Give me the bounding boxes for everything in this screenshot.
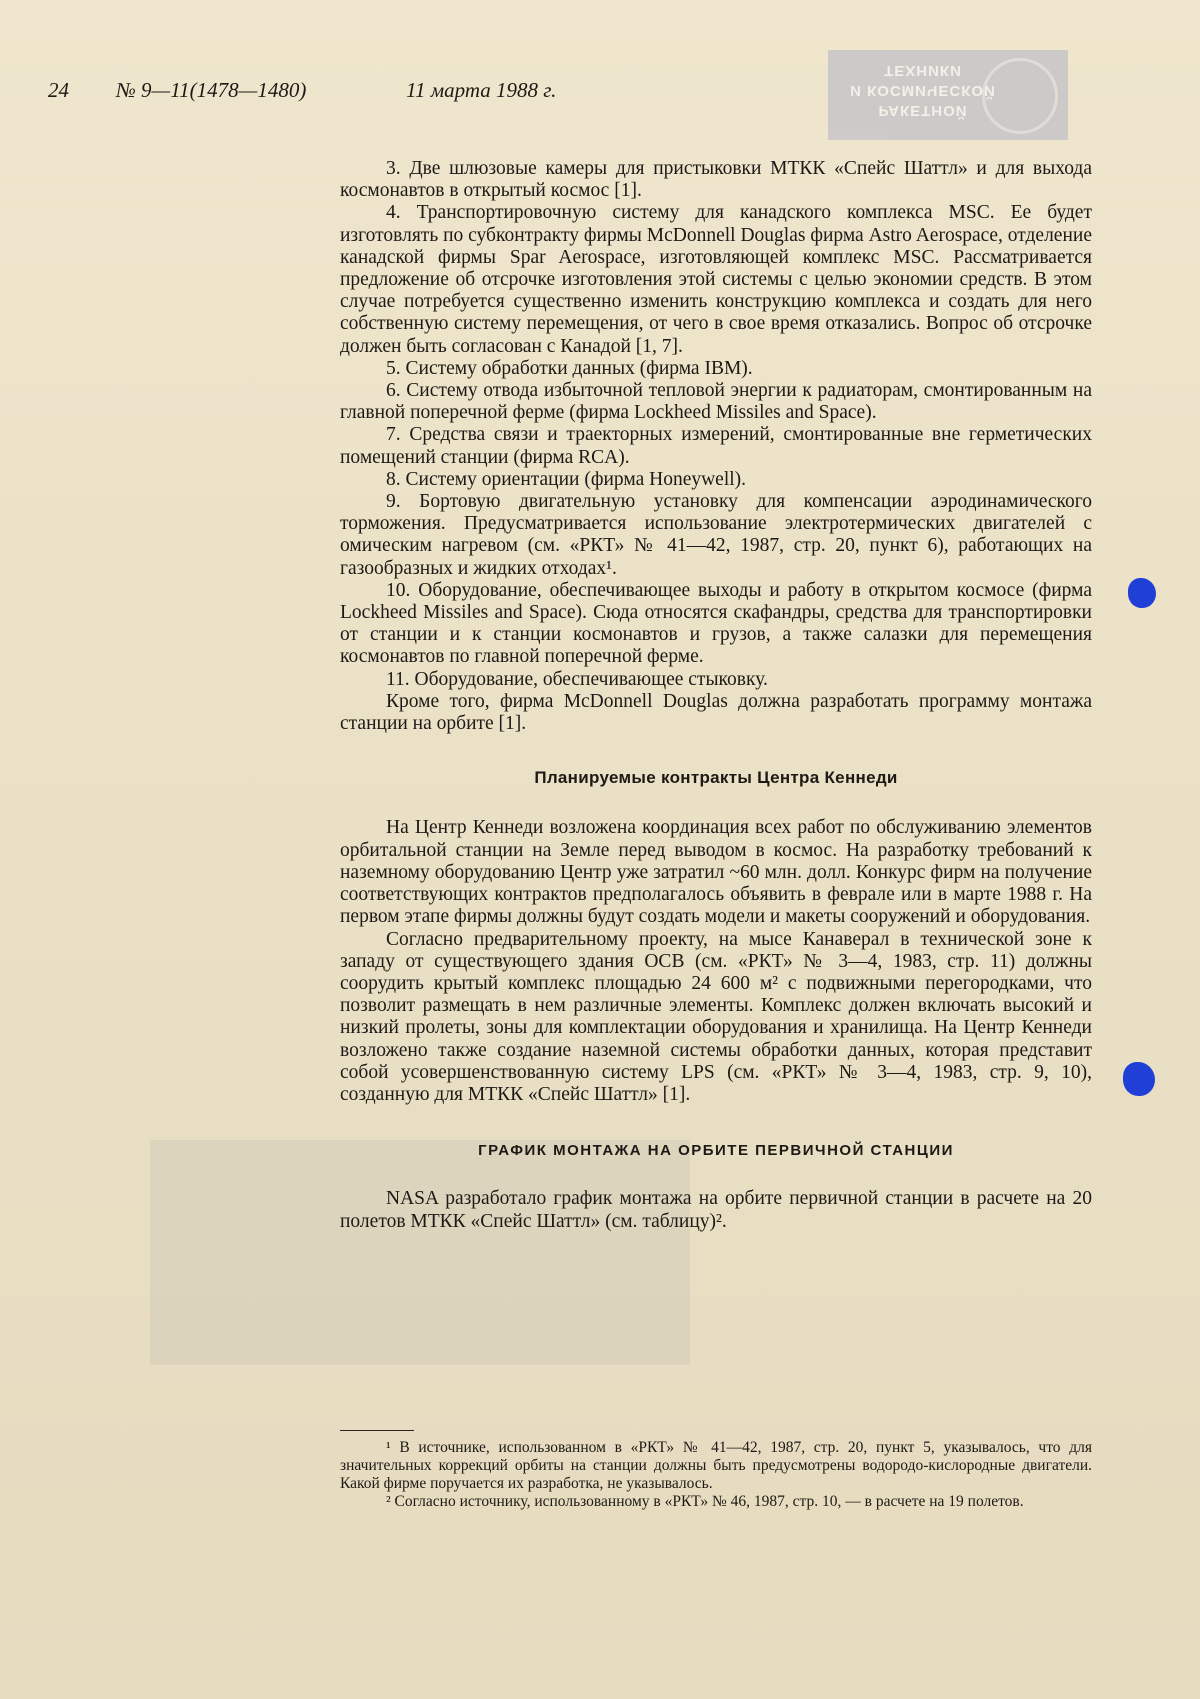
paragraph: На Центр Кеннеди возложена координация всех работ по обслуживанию элементов орбитальной станции на Земле перед выводом в космос. На разработку требований к наземному оборудованию Центр уже затратил ~60 млн. долл. Конкурс фирм на получение соответствующих контрактов предполагалось объявить в феврале или в марте 1988 г. На первом этапе фирмы должны будут создать модели и макеты сооружений и оборудования. <box>340 817 1092 928</box>
page-number: 24 <box>48 78 69 102</box>
paragraph: 11. Оборудование, обеспечивающее стыковку. <box>386 668 768 690</box>
paragraph: 6. Систему отвода избыточной тепловой энергии к радиаторам, смонтированным на главной поперечной ферме (фирма Lockheed Missiles and Space). <box>340 380 1092 424</box>
issue-date: 11 марта 1988 г. <box>406 78 557 102</box>
paragraph: Кроме того, фирма McDonnell Douglas должна разработать программу монтажа станции на орбите [1]. <box>340 690 1092 735</box>
stamp-line: РАКЕТНОЙ <box>878 102 968 119</box>
stamp-line: И КОСМИЧЕСКОЙ <box>850 82 996 99</box>
footnotes <box>340 1430 1092 1511</box>
issue-number: № 9—11(1478—1480) <box>116 78 307 102</box>
ink-blot-icon <box>1123 1062 1155 1096</box>
article-body <box>340 158 1092 1233</box>
footnote: ¹ В источнике, использованном в «РКТ» № 41—42, 1987, стр. 20, пункт 5, указывалось, что для значительных коррекций орбиты на станции должны быть предусмотрены водородо-кислородные двигатели. Какой фирме поручается их разработка, не указывалось. <box>340 1439 1092 1492</box>
ink-blot-icon <box>1128 578 1156 608</box>
paragraph: 4. Транспортировочную систему для канадского комплекса MSC. Ее будет изготовлять по субконтракту фирмы McDonnell Douglas фирма Astro Aerospace, отделение канадской фирмы Spar Aerospace, изготовляющей комплекс MSC. Рассматривается предложение об отсрочке изготовления этой системы с целью экономии средств. В этом случае потребуется существенно изменить конструкцию комплекса и создать для него собственную систему перемещения, от чего в свое время отказались. Вопрос об отсрочке должен быть согласован с Канадой [1, 7]. <box>340 202 1092 357</box>
stamp-line: ТЕХНИКИ <box>884 62 962 79</box>
section-heading: Планируемые контракты Центра Кеннеди <box>534 768 898 788</box>
paragraph: 9. Бортовую двигательную установку для компенсации аэродинамического торможения. Предусматривается использование электротермических двигателей с омическим нагревом (см. «РКТ» № 41—42, 1987, стр. 20, пункт 6), работающих на газообразных и жидких отходах¹. <box>340 491 1092 579</box>
paragraph: NASA разработало график монтажа на орбите первичной станции в расчете на 20 полетов МТКК «Спейс Шаттл» (см. таблицу)². <box>340 1188 1092 1232</box>
running-header <box>48 78 1108 108</box>
paragraph: 7. Средства связи и траекторных измерений, смонтированные вне герметических помещений станции (фирма RCA). <box>340 424 1092 468</box>
section-heading: ГРАФИК МОНТАЖА НА ОРБИТЕ ПЕРВИЧНОЙ СТАНЦИИ <box>478 1142 954 1160</box>
paragraph: 3. Две шлюзовые камеры для пристыковки МТКК «Спейс Шаттл» и для выхода космонавтов в открытый космос [1]. <box>340 158 1092 202</box>
paragraph: Согласно предварительному проекту, на мысе Канаверал в технической зоне к западу от существующего здания OCB (см. «РКТ» № 3—4, 1983, стр. 11) должны соорудить крытый комплекс площадью 24 600 м² с подвижными перегородками, что позволит размещать в нем различные элементы. Комплекс должен включать высокий и низкий пролеты, зоны для комплектации оборудования и хранилища. На Центр Кеннеди возложено также создание наземной системы обработки данных, которая представит собой усовершенствованную систему LPS (см. «РКТ» № 3—4, 1983, стр. 9, 10), созданную для МТКК «Спейс Шаттл» [1]. <box>340 928 1092 1105</box>
footnote: ² Согласно источнику, использованному в «РКТ» № 46, 1987, стр. 10, — в расчете на 19 полетов. <box>386 1493 1024 1510</box>
paragraph: 8. Систему ориентации (фирма Honeywell). <box>386 468 747 490</box>
paragraph: 5. Систему обработки данных (фирма IBM). <box>386 357 753 379</box>
paragraph: 10. Оборудование, обеспечивающее выходы и работу в открытом космосе (фирма Lockheed Missiles and Space). Сюда относятся скафандры, средства для транспортировки от станции и к станции космонавтов и грузов, а также салазки для перемещения космонавтов по главной поперечной ферме. <box>340 579 1092 668</box>
footnote-rule <box>340 1430 414 1431</box>
